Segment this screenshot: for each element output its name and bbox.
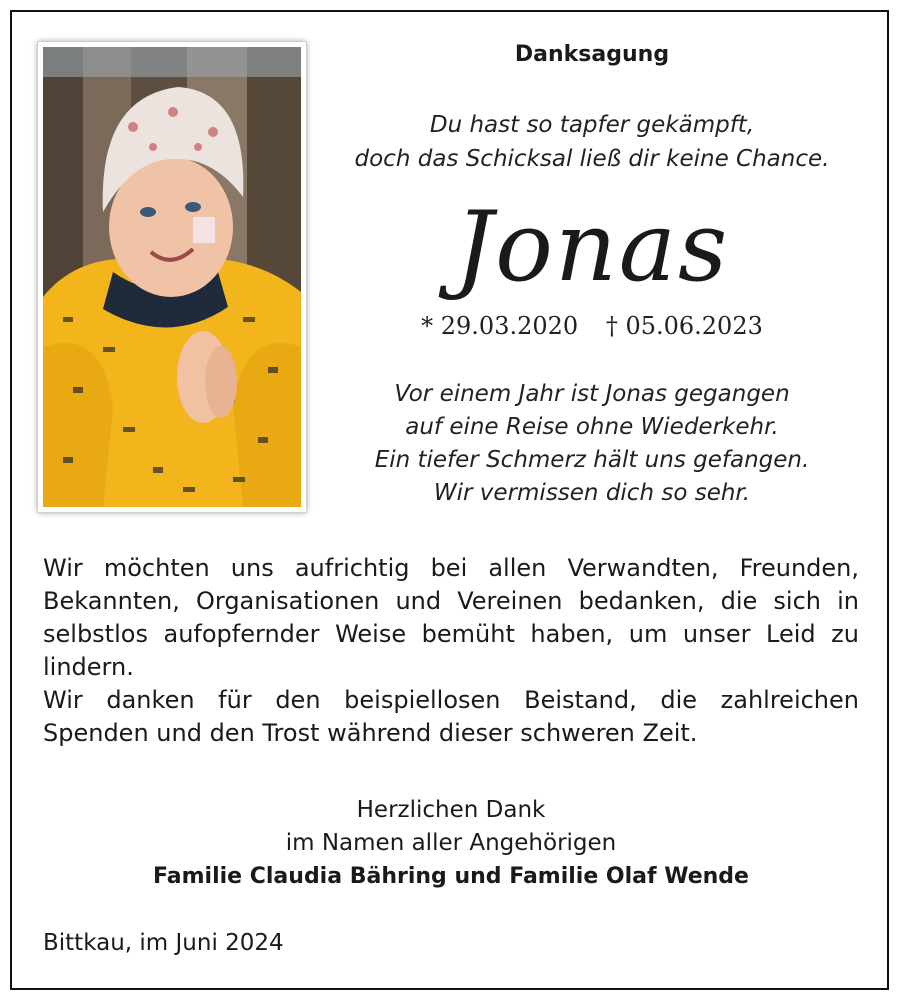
closing-line: Herzlichen Dank [356,797,546,823]
deceased-name-text: Jonas [454,191,730,303]
poem-line: Wir vermissen dich so sehr. [433,480,751,506]
notice-title: Danksagung [514,42,670,67]
obituary-notice [10,10,889,990]
thank-you-paragraph: Wir danken für den beispiellosen Beistand, die zahlreichen Spenden und den Trost während dieser schweren Zeit. [43,686,859,747]
thank-you-paragraph: Wir möchten uns aufrichtig bei allen Verwandten, Freunden, Bekannten, Organisationen und Vereinen bedanken, die sich in selbstlos aufopfernder Weise bemüht haben, um unser Leid zu lindern. [43,554,859,681]
quote-line: Du hast so tapfer gekämpft, [429,112,755,138]
quote-line: doch das Schicksal ließ dir keine Chance. [354,146,830,172]
family-names: Familie Claudia Bähring und Familie Olaf Wende [153,864,749,889]
death-date: † 05.06.2023 [605,312,763,340]
place-and-date: Bittkau, im Juni 2024 [43,930,284,956]
birth-date: * 29.03.2020 [421,312,579,340]
memorial-poem [312,378,872,510]
closing-signature [43,794,859,893]
deceased-name [312,184,872,324]
child-portrait-photo [43,47,301,507]
poem-line: Ein tiefer Schmerz hält uns gefangen. [374,447,810,473]
poem-line: Vor einem Jahr ist Jonas gegangen [394,381,790,407]
poem-line: auf eine Reise ohne Wiederkehr. [405,414,779,440]
life-dates [312,312,872,340]
opening-quote [312,108,872,176]
closing-line: im Namen aller Angehörigen [285,830,617,856]
thank-you-text [43,552,859,750]
portrait-photo-frame [38,42,306,512]
